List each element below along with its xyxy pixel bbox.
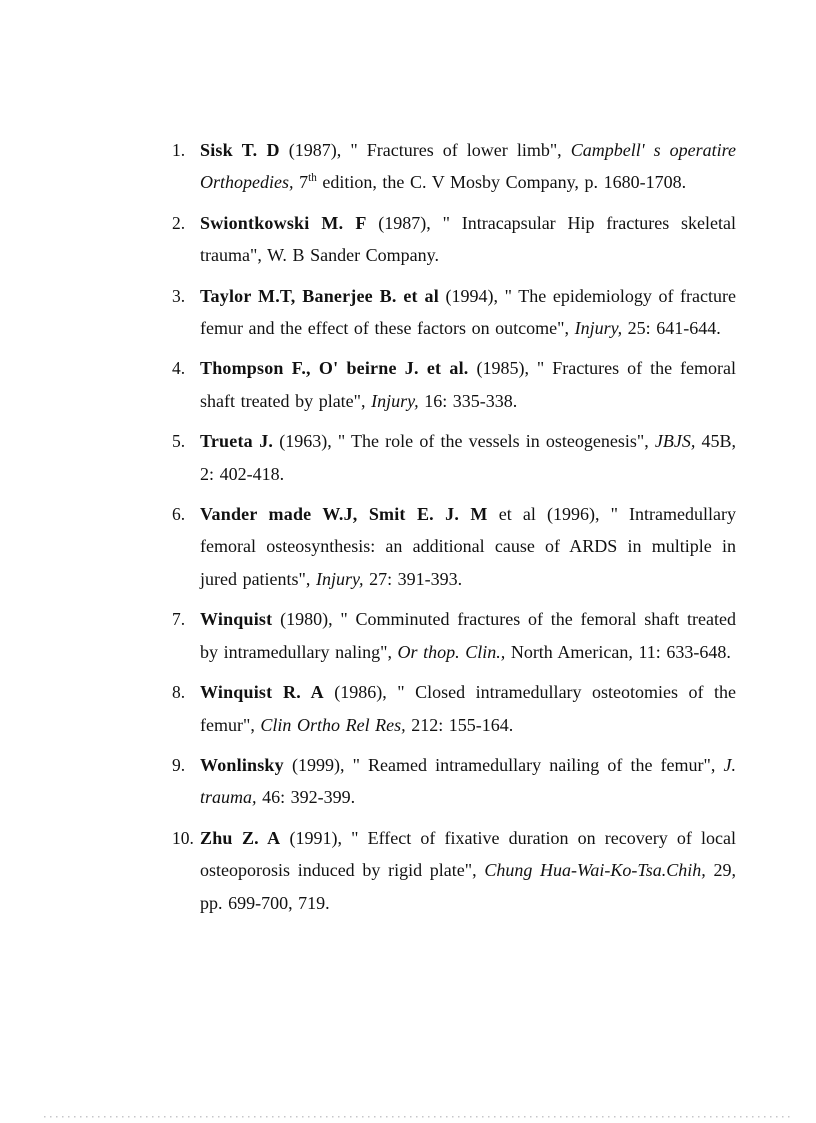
reference-segment: 45B, 2: 402-418. [200, 431, 736, 484]
reference-segment: (1999), " Reamed intramedullary nailing of the femur", [283, 754, 724, 775]
reference-text [200, 504, 736, 589]
reference-segment: Thompson F., O' beirne J. et al. [200, 358, 469, 379]
reference-number: 4. [172, 358, 186, 379]
reference-number: 6. [172, 504, 186, 525]
reference-segment: edition, the C. V Mosby Company, p. 1680-1708. [316, 172, 687, 193]
reference-segment: (1994), " The epidemiology of fracture femur and the effect of these factors on outcome", [200, 285, 736, 339]
reference-number: 10. [172, 827, 194, 848]
reference-segment: (1991), " Effect of fixative duration on recovery of local osteoporosis induced by rigid plate", [200, 827, 736, 881]
reference-segment: Winquist [200, 609, 273, 630]
reference-segment: 7 [293, 172, 309, 193]
reference-segment: JBJS, [654, 431, 696, 452]
reference-segment: Wonlinsky [200, 754, 284, 775]
reference-segment: Clin Ortho Rel Res, [260, 714, 406, 735]
reference-segment: Zhu Z. A [200, 827, 281, 848]
reference-item [172, 425, 736, 490]
reference-text [200, 140, 736, 192]
reference-segment: J. trauma, [200, 754, 736, 808]
reference-item [172, 822, 736, 919]
reference-item [172, 676, 736, 741]
reference-segment: Swiontkowski M. F [200, 212, 367, 233]
reference-segment: (1987), " Fractures of lower limb", [279, 140, 571, 160]
reference-number: 2. [172, 212, 186, 233]
reference-text [200, 609, 736, 661]
reference-segment: Winquist R. A [200, 682, 324, 703]
reference-number: 9. [172, 754, 186, 775]
reference-segment: Chung Hua-Wai-Ko-Tsa.Chih, [484, 860, 706, 881]
reference-segment: 27: 391-393. [363, 568, 463, 589]
reference-text [200, 286, 736, 338]
reference-segment: 16: 335-338. [418, 390, 518, 411]
reference-number: 3. [172, 285, 186, 306]
reference-segment: Injury, [574, 318, 623, 339]
reference-segment: (1963), " The role of the vessels in osteogenesis", [273, 431, 655, 452]
reference-item [172, 749, 736, 814]
reference-item [172, 603, 736, 668]
reference-item [172, 352, 736, 417]
reference-text [200, 358, 736, 410]
page-break-dotted-line [44, 1116, 792, 1118]
reference-segment: North American, 11: 633-648. [505, 641, 731, 662]
reference-segment: (1985), " Fractures of the femoral shaft treated by plate", [200, 358, 736, 411]
reference-segment: Injury, [315, 568, 364, 589]
reference-text [200, 213, 736, 265]
reference-segment: (1980), " Comminuted fractures of the femoral shaft treated by intramedullary naling", [200, 609, 736, 662]
reference-segment: Taylor M.T, Banerjee B. et al [200, 285, 439, 306]
reference-segment: Campbell' s operatire Orthopedies, [200, 140, 736, 193]
reference-segment: Sisk T. D [200, 140, 280, 160]
reference-text [200, 755, 736, 807]
reference-number: 5. [172, 431, 186, 452]
reference-segment: (1987), " Intracapsular Hip fractures skeletal trauma", W. B Sander Company. [200, 212, 736, 266]
reference-segment: et al (1996), " Intramedullary femoral osteosynthesis: an additional cause of ARDS in multiple in jured patients", [200, 504, 736, 589]
reference-segment: 212: 155-164. [405, 714, 514, 735]
reference-segment: Injury, [371, 390, 419, 411]
reference-segment: 46: 392-399. [256, 787, 356, 808]
reference-number: 8. [172, 682, 186, 703]
reference-item [172, 498, 736, 595]
reference-segment: Trueta J. [200, 431, 274, 452]
reference-text [200, 682, 736, 734]
reference-segment: Vander made W.J, Smit E. J. M [200, 504, 488, 525]
reference-item [172, 207, 736, 272]
references-list [172, 134, 736, 927]
reference-segment: 25: 641-644. [622, 318, 721, 339]
reference-segment: 29, pp. 699-700, 719. [200, 860, 736, 913]
reference-text [200, 828, 736, 913]
reference-item [172, 134, 736, 199]
reference-text [200, 431, 736, 483]
reference-segment: th [308, 172, 317, 185]
reference-number: 7. [172, 609, 186, 630]
reference-item [172, 280, 736, 345]
reference-number: 1. [172, 140, 186, 160]
reference-segment: Or thop. Clin., [397, 641, 506, 662]
reference-segment: (1986), " Closed intramedullary osteotomies of the femur", [200, 682, 736, 735]
